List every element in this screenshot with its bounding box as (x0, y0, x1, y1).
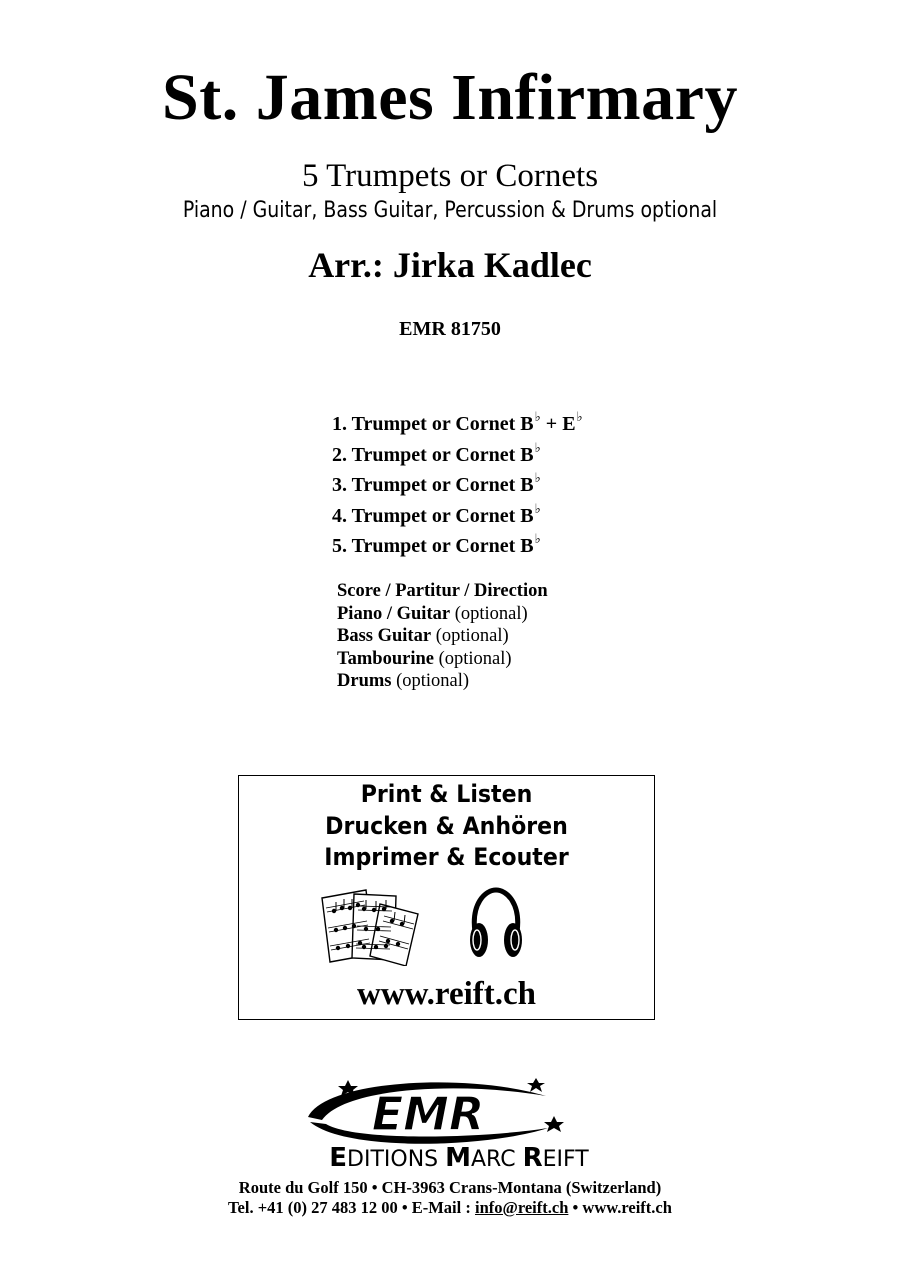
promo-line-fr: Imprimer & Ecouter (324, 843, 569, 871)
publisher-contact: Tel. +41 (0) 27 483 12 00 • E-Mail : info@reift.ch • www.reift.ch (228, 1198, 672, 1217)
parts-list (332, 402, 583, 555)
page-title: St. James Infirmary (162, 61, 738, 134)
catalog-number: EMR 81750 (399, 318, 501, 340)
arranger: Arr.: Jirka Kadlec (308, 245, 592, 285)
subtitle: 5 Trumpets or Cornets (301, 158, 599, 194)
website-url[interactable]: www.reift.ch (356, 976, 537, 1012)
emr-logo (236, 1072, 682, 1172)
extra-item: Bass Guitar (optional) (337, 626, 509, 647)
logo-wordmark: EDITIONS MARC REIFT (329, 1143, 589, 1172)
part-item: 5. Trumpet or Cornet B♭ (332, 531, 541, 557)
extra-item: Tambourine (optional) (337, 648, 512, 669)
logo-mark: EMR (371, 1087, 485, 1141)
print-listen-box (238, 775, 655, 1020)
sheet-music-icon (314, 884, 424, 966)
promo-line-en: Print & Listen (360, 780, 533, 808)
extra-item: Piano / Guitar (optional) (337, 603, 528, 624)
headphones-icon (467, 886, 525, 962)
email-link[interactable]: info@reift.ch (474, 1198, 569, 1217)
instrumentation-line: Piano / Guitar, Bass Guitar, Percussion & Drums optional (182, 198, 718, 223)
extras-list (337, 580, 548, 693)
extra-item: Drums (optional) (337, 671, 470, 692)
part-item: 1. Trumpet or Cornet B♭ + E♭ (332, 409, 583, 435)
extra-item: Score / Partitur / Direction (337, 581, 548, 601)
part-item: 2. Trumpet or Cornet B♭ (332, 439, 541, 466)
part-item: 3. Trumpet or Cornet B♭ (332, 470, 541, 496)
part-item: 4. Trumpet or Cornet B♭ (332, 500, 541, 527)
publisher-address: Route du Golf 150 • CH-3963 Crans-Montana (Switzerland) (238, 1178, 662, 1197)
promo-line-de: Drucken & Anhören (325, 812, 568, 840)
